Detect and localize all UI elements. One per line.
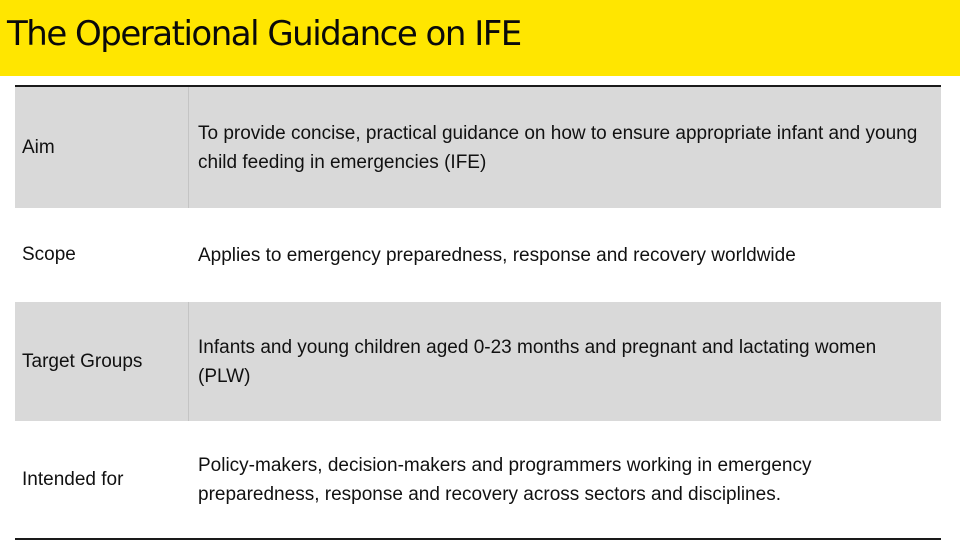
row-label: Intended for: [15, 421, 189, 538]
row-label: Target Groups: [15, 302, 189, 421]
table-row-scope: [15, 208, 941, 302]
slide-title: The Operational Guidance on IFE: [7, 14, 521, 54]
row-label: Aim: [15, 87, 189, 208]
row-label: Scope: [15, 208, 189, 302]
table-row-intended-for: [15, 421, 941, 538]
table-row-target-groups: [15, 302, 941, 421]
table-row-aim: [15, 87, 941, 208]
guidance-table: [15, 85, 941, 540]
row-value: To provide concise, practical guidance on how to ensure appropriate infant and young child feeding in emergencies (IFE): [198, 122, 918, 173]
title-bar: [0, 0, 960, 76]
row-value: Applies to emergency preparedness, response and recovery worldwide: [198, 244, 796, 266]
row-value: Policy-makers, decision-makers and programmers working in emergency preparedness, response and recovery across sectors and disciplines.: [198, 454, 812, 505]
row-value: Infants and young children aged 0-23 months and pregnant and lactating women (PLW): [198, 336, 877, 387]
